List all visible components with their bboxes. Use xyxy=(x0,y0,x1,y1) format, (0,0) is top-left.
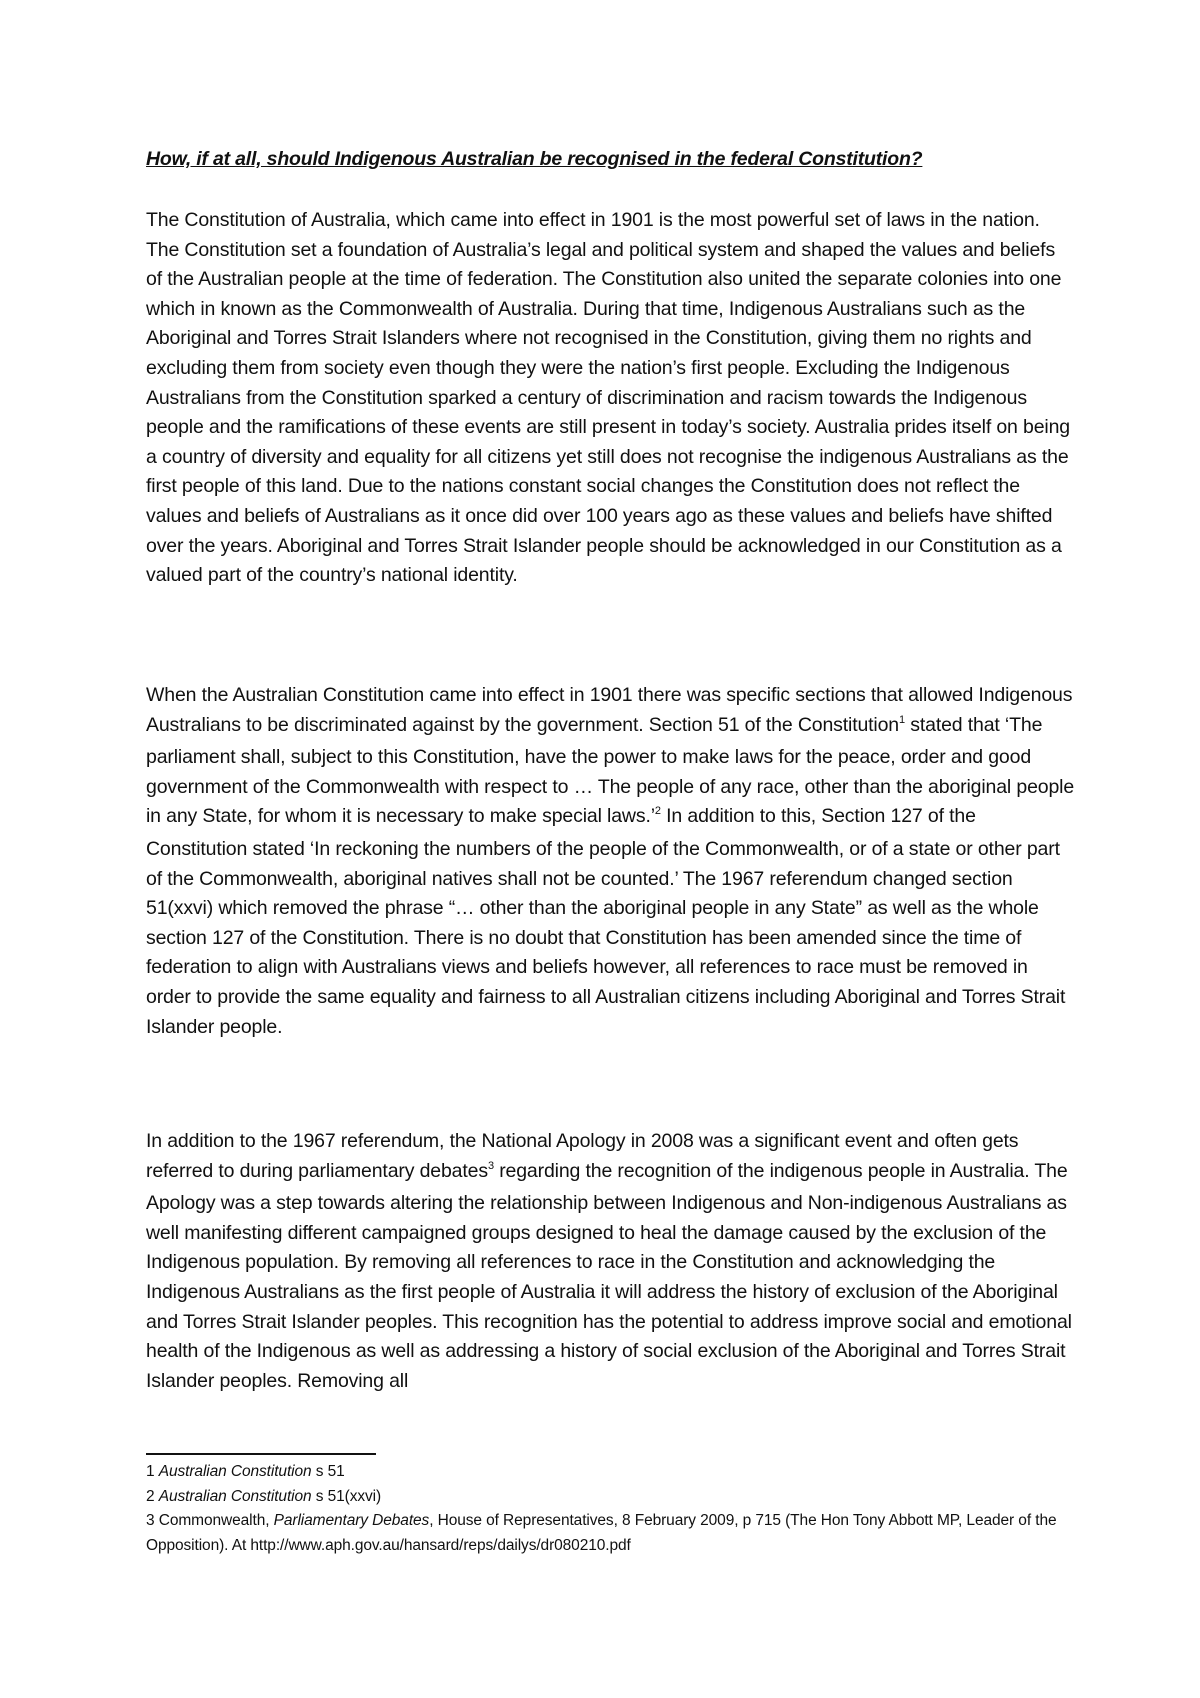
footnote-number: 3 xyxy=(146,1512,155,1529)
footnotes xyxy=(146,1460,1076,1558)
paragraph-3-text-a: In addition to the 1967 referendum, the National Apology in 2008 was a significant event and often gets referred to during parliamentary debates xyxy=(146,1130,1019,1182)
paragraph-3-text-b: regarding the recognition of the indigenous people in Australia. The Apology was a step towards altering the relationship between Indigenous and Non-indigenous Australians as well manifesting different campaigned groups designed to heal the damage caused by the exclusion of the Indigenous population. By removing all references to race in the Constitution and acknowledging the Indigenous Australians as the first people of Australia it will address the history of exclusion of the Aboriginal and Torres Strait Islander peoples. This recognition has the potential to address improve social and emotional health of the Indigenous as well as addressing a history of social exclusion of the Aboriginal and Torres Strait Islander peoples. Removing all xyxy=(146,1159,1072,1392)
footnote-3 xyxy=(146,1509,1076,1558)
paragraph-2-text-b: stated that ‘The parliament shall, subject to this Constitution, have the power to make laws for the peace, order and good government of the Commonwealth with respect to … The people of any race, other than the aboriginal people in any State, for whom it is necessary to make special laws.’ xyxy=(146,713,1075,828)
paragraph-2-text-a: When the Australian Constitution came into effect in 1901 there was specific sections that allowed Indigenous Australians to be discriminated against by the government. Section 51 of the Constitution xyxy=(146,684,1073,736)
footnote-ref-3[interactable]: 3 xyxy=(487,1159,494,1172)
essay-title: How, if at all, should Indigenous Australian be recognised in the federal Constitution? xyxy=(146,148,923,170)
paragraph-1 xyxy=(146,206,1076,591)
paragraph-1-text: The Constitution of Australia, which came into effect in 1901 is the most powerful set of laws in the nation. The Constitution set a foundation of Australia’s legal and political system and shaped the values and beliefs of the Australian people at the time of federation. The Constitution also united the separate colonies into one which in known as the Commonwealth of Australia. During that time, Indigenous Australians such as the Aboriginal and Torres Strait Islanders where not recognised in the Constitution, giving them no rights and excluding them from society even though they were the nation’s first people. Excluding the Indigenous Australians from the Constitution sparked a century of discrimination and racism towards the Indigenous people and the ramifications of these events are still present in today’s society. Australia prides itself on being a country of diversity and equality for all citizens yet still does not recognise the indigenous Australians as the first people of this land. Due to the nations constant social changes the Constitution does not reflect the values and beliefs of Australians as it once did over 100 years ago as these values and beliefs have shifted over the years. Aboriginal and Torres Strait Islander people should be acknowledged in our Constitution as a valued part of the country’s national identity. xyxy=(146,209,1070,587)
footnote-separator xyxy=(146,1453,376,1455)
footnote-source: Australian Constitution xyxy=(158,1463,312,1480)
footnote-source: Parliamentary Debates xyxy=(273,1512,430,1529)
footnote-ref-2[interactable]: 2 xyxy=(654,805,661,818)
paragraph-2 xyxy=(146,681,1076,1042)
footnote-number: 1 xyxy=(146,1463,155,1480)
footnote-detail: , House of Representatives, 8 February 2009, p 715 (The Hon Tony Abbott MP, Leader of the Opposition). At http://www.aph.gov.au/hansard/reps/dailys/dr080210.pdf xyxy=(146,1512,1057,1554)
footnote-prefix: Commonwealth, xyxy=(154,1512,274,1529)
paragraph-3 xyxy=(146,1127,1076,1396)
footnote-detail: s 51 xyxy=(311,1463,345,1480)
paragraph-2-text-c: In addition to this, Section 127 of the Constitution stated ‘In reckoning the numbers of the people of the Commonwealth, or of a state or other part of the Commonwealth, aboriginal natives shall not be counted.’ The 1967 referendum changed section 51(xxvi) which removed the phrase “… other than the aboriginal people in any State” as well as the whole section 127 of the Constitution. There is no doubt that Constitution has been amended since the time of federation to align with Australians views and beliefs however, all references to race must be removed in order to provide the same equality and fairness to all Australian citizens including Aboriginal and Torres Strait Islander people. xyxy=(146,805,1066,1038)
footnote-ref-1[interactable]: 1 xyxy=(899,713,905,726)
footnote-detail: s 51(xxvi) xyxy=(311,1487,382,1505)
footnote-1 xyxy=(146,1460,1076,1485)
footnote-2 xyxy=(146,1485,1076,1510)
footnote-number: 2 xyxy=(146,1487,155,1505)
footnote-source: Australian Constitution xyxy=(158,1487,312,1505)
